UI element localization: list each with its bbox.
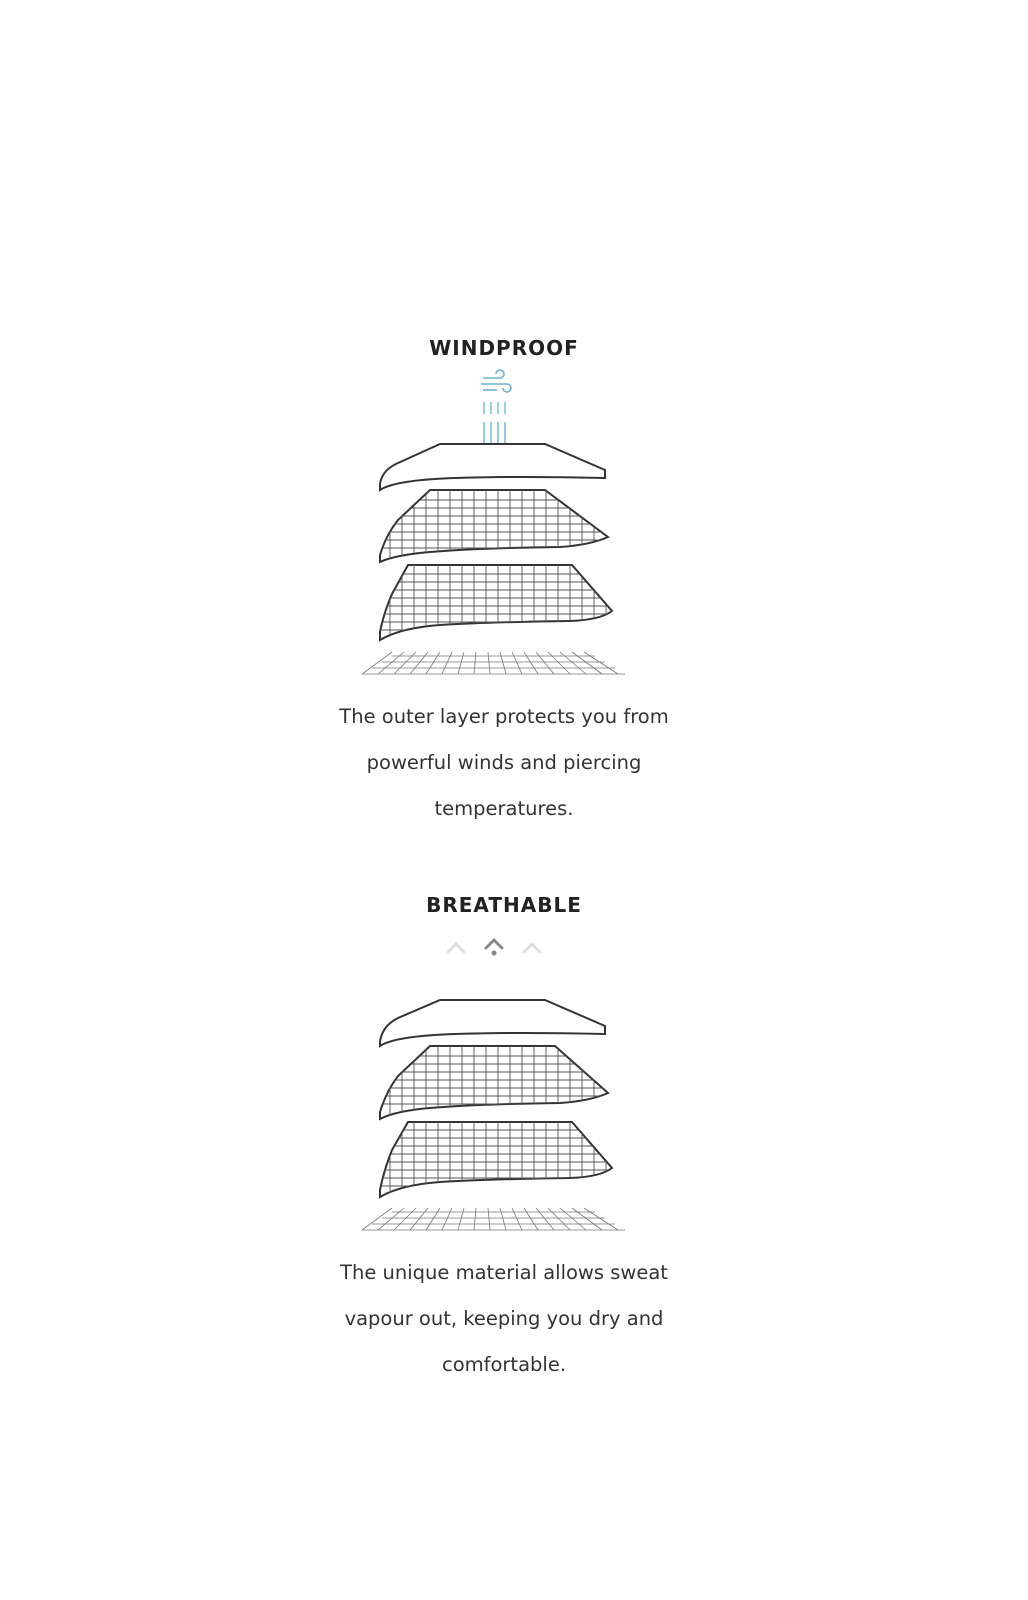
description-line: vapour out, keeping you dry and [344,1307,664,1330]
breathable-description [0,1250,1008,1388]
description-line: The unique material allows sweat [340,1261,668,1284]
windproof-title: WINDPROOF [429,336,579,360]
breathable-arrows-icon [448,940,540,956]
ground-grid [362,1208,625,1230]
breathable-title: BREATHABLE [426,893,582,917]
description-line: The outer layer protects you from [339,705,669,728]
inner-grid-layer [370,1122,620,1198]
outer-layer [380,1000,605,1046]
description-line: comfortable. [441,1353,567,1376]
description-line: powerful winds and piercing [366,751,642,774]
middle-grid-layer [370,1046,620,1120]
description-line: temperatures. [434,797,574,820]
